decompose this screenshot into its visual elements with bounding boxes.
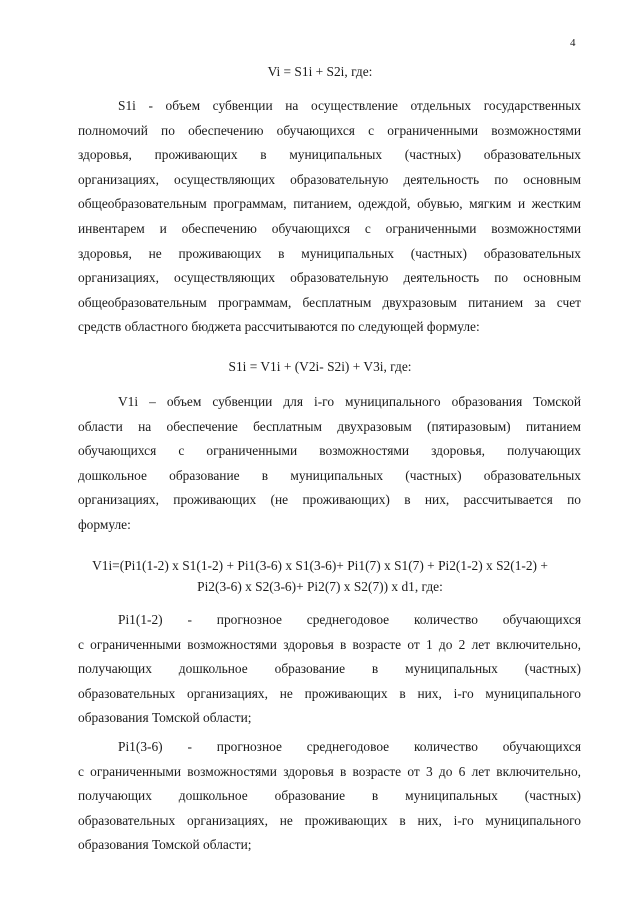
text-line: получающих дошкольное образование в муниципальных (частных) bbox=[78, 661, 581, 677]
formula-vi: Vi = S1i + S2i, где: bbox=[267, 64, 373, 79]
text-line: получающих дошкольное образование в муниципальных (частных) bbox=[78, 788, 581, 804]
text-line: дошкольное образование в муниципальных (частных) образовательных bbox=[78, 467, 581, 483]
text-line: средств областного бюджета рассчитываются по следующей формуле: bbox=[78, 319, 480, 335]
text-line: общеобразовательным программам, питанием, одеждой, обувью, мягким и жестким bbox=[78, 196, 581, 212]
text-line: V1i – объем субвенции для i-го муниципального образования Томской bbox=[118, 394, 581, 409]
page-number: 4 bbox=[570, 37, 576, 49]
paragraph-pi1-1-2 bbox=[78, 608, 581, 731]
formula-s1i: S1i = V1i + (V2i- S2i) + V3i, где: bbox=[228, 359, 412, 374]
text-line: Pi1(3-6) - прогнозное среднегодовое количество обучающихся bbox=[118, 739, 581, 754]
text-line: Pi1(1-2) - прогнозное среднегодовое количество обучающихся bbox=[118, 612, 581, 627]
text-line: здоровья, не проживающих в муниципальных (частных) образовательных bbox=[78, 245, 581, 261]
paragraph-v1i bbox=[78, 390, 581, 538]
text-line: S1i - объем субвенции на осуществление отдельных государственных bbox=[118, 98, 581, 113]
text-line: с ограниченными возможностями здоровья в возрасте от 3 до 6 лет включительно, bbox=[78, 763, 581, 779]
text-line: здоровья, проживающих в муниципальных (частных) образовательных bbox=[78, 147, 581, 163]
paragraph-pi1-3-6 bbox=[78, 735, 581, 858]
text-line: образовательных организациях, не проживающих в них, i-го муниципального bbox=[78, 685, 581, 701]
text-line: образовательных организациях, не проживающих в них, i-го муниципального bbox=[78, 812, 581, 828]
text-line: общеобразовательным программам, бесплатным двухразовым питанием за счет bbox=[78, 294, 581, 310]
text-line: организациях, осуществляющих образовательную деятельность по основным bbox=[78, 270, 581, 286]
text-line: образования Томской области; bbox=[78, 710, 252, 726]
paragraph-s1i bbox=[78, 94, 581, 340]
text-line: организациях, осуществляющих образовательную деятельность по основным bbox=[78, 171, 581, 187]
formula-v1i-line-2: Pi2(3-6) x S2(3-6)+ Pi2(7) x S2(7)) x d1, где: bbox=[197, 579, 443, 594]
text-line: обучающихся с ограниченными возможностями здоровья, получающих bbox=[78, 443, 581, 459]
formula-v1i-line-1: V1i=(Pi1(1-2) x S1(1-2) + Pi1(3-6) x S1(3-6)+ Pi1(7) x S1(7) + Pi2(1-2) x S2(1-2) + bbox=[92, 558, 548, 573]
text-line: полномочий по обеспечению обучающихся с ограниченными возможностями bbox=[78, 122, 581, 138]
text-line: инвентарем и обеспечению обучающихся с ограниченными возможностями bbox=[78, 220, 581, 236]
text-line: образования Томской области; bbox=[78, 837, 252, 853]
text-line: формуле: bbox=[78, 516, 131, 532]
text-line: организациях, проживающих (не проживающих) в них, рассчитывается по bbox=[78, 492, 581, 508]
text-line: области на обеспечение бесплатным двухразовым (пятиразовым) питанием bbox=[78, 418, 581, 434]
text-line: с ограниченными возможностями здоровья в возрасте от 1 до 2 лет включительно, bbox=[78, 636, 581, 652]
